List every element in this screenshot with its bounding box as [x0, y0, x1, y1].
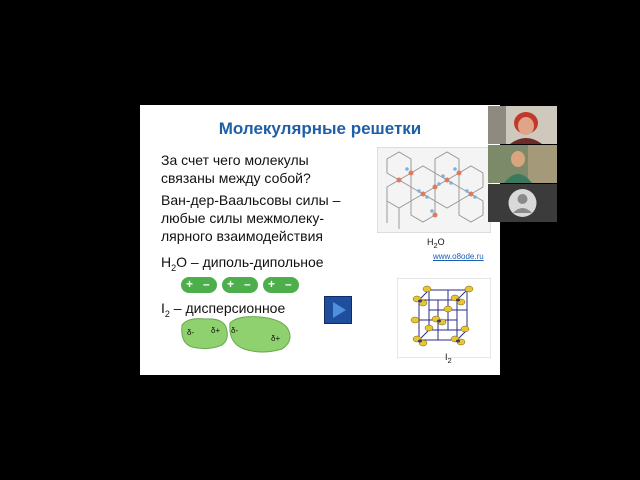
water-caption-prefix: H [427, 237, 434, 247]
vdw-line-2: любые силы межмолеку- [161, 210, 324, 226]
delta-plus-label: δ+ [271, 334, 281, 343]
dipole-sign: – [203, 277, 210, 291]
h2o-suffix: O – диполь-дипольное [176, 254, 324, 270]
vdw-text [161, 191, 340, 245]
i2-subscript: 2 [164, 308, 170, 319]
webcam-feed-icon [488, 106, 557, 144]
vdw-line-3: лярного взаимодействия [161, 228, 323, 244]
dipole-sign: + [268, 277, 276, 291]
question-line-1: За счет чего молекулы [161, 152, 309, 168]
iodine-caption [445, 352, 452, 365]
video-tile-no-video[interactable] [488, 184, 557, 222]
iodine-caption-sub: 2 [447, 355, 452, 365]
webcam-feed-icon [488, 145, 557, 183]
slide-title: Молекулярные решетки [218, 119, 422, 138]
h2o-prefix: H [161, 254, 172, 270]
dipole-pill [222, 277, 258, 293]
delta-minus-label: δ- [231, 326, 239, 335]
dipole-sign: – [244, 277, 251, 291]
i2-prefix: I [161, 300, 165, 316]
water-caption-suffix: O [437, 237, 445, 247]
video-tile-student[interactable] [488, 145, 557, 183]
h2o-subscript: 2 [171, 262, 177, 273]
water-caption [427, 237, 445, 250]
delta-minus-label: δ- [187, 328, 195, 337]
dipole-sign: + [186, 277, 194, 291]
water-caption-sub: 2 [433, 240, 438, 250]
h2o-interaction-text [161, 253, 324, 277]
ice-lattice-image [377, 147, 491, 233]
play-button[interactable] [324, 296, 352, 324]
dipole-pill [181, 277, 217, 293]
iodine-lattice-image [397, 278, 491, 358]
vdw-line-1: Ван-дер-Ваальсовы силы – [161, 192, 341, 208]
induced-dipole-blobs [178, 315, 298, 360]
i2-suffix: – дисперсионное [169, 300, 286, 316]
question-text [161, 151, 311, 187]
dipole-sign: + [227, 277, 235, 291]
question-line-2: связаны между собой? [161, 170, 311, 186]
delta-plus-label: δ+ [211, 326, 221, 335]
presentation-slide [140, 105, 500, 375]
iodine-caption-prefix: I [445, 352, 448, 362]
dipole-sign: – [285, 277, 292, 291]
user-avatar-icon [488, 184, 557, 222]
video-participants-panel [488, 106, 557, 222]
source-link[interactable]: www.o8ode.ru [433, 252, 484, 261]
video-tile-teacher[interactable] [488, 106, 557, 144]
dipole-pill [263, 277, 299, 293]
